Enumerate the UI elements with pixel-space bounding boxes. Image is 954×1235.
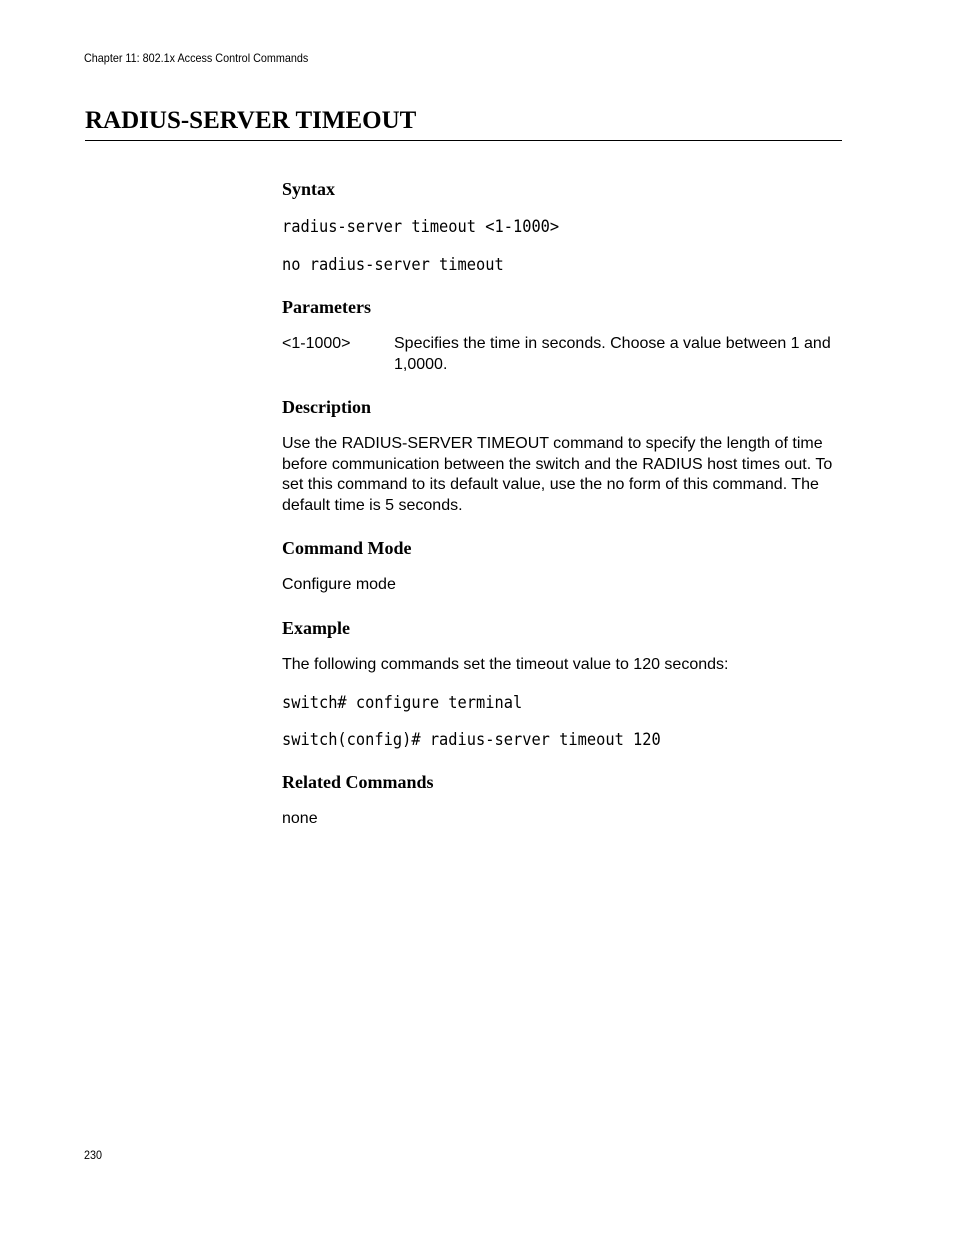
title-rule (85, 140, 842, 141)
running-header: Chapter 11: 802.1x Access Control Commands (84, 51, 309, 65)
parameters-section (282, 296, 842, 375)
command-content (282, 178, 842, 830)
parameters-heading: Parameters (282, 297, 371, 317)
related-commands-heading: Related Commands (282, 772, 434, 792)
example-line: switch(config)# radius-server timeout 120 (282, 730, 661, 749)
page-number: 230 (84, 1148, 103, 1162)
description-section (282, 396, 842, 516)
parameter-description: Specifies the time in seconds. Choose a value between 1 and 1,0000. (394, 335, 831, 373)
parameter-name: <1-1000> (282, 335, 351, 352)
command-mode-heading: Command Mode (282, 538, 412, 558)
related-commands-section (282, 771, 842, 830)
description-heading: Description (282, 397, 371, 417)
page-title: RADIUS-SERVER TIMEOUT (85, 107, 417, 134)
example-heading: Example (282, 617, 351, 638)
command-mode-section (282, 537, 842, 596)
syntax-section (282, 178, 842, 275)
example-line: switch# configure terminal (282, 693, 523, 712)
example-intro: The following commands set the timeout value to 120 seconds: (282, 655, 729, 673)
syntax-heading: Syntax (282, 179, 336, 199)
example-section (282, 617, 842, 751)
syntax-line: radius-server timeout <1-1000> (282, 217, 560, 236)
parameter-row (282, 334, 842, 375)
description-text: Use the RADIUS-SERVER TIMEOUT command to specify the length of time before communication between the switch and the RADIUS host times out. To set this command to its default value, use the no form of this command. The default time is 5 seconds. (282, 435, 833, 514)
syntax-line: no radius-server timeout (282, 255, 504, 274)
command-mode-text: Configure mode (282, 576, 396, 593)
related-commands-text: none (282, 810, 318, 827)
